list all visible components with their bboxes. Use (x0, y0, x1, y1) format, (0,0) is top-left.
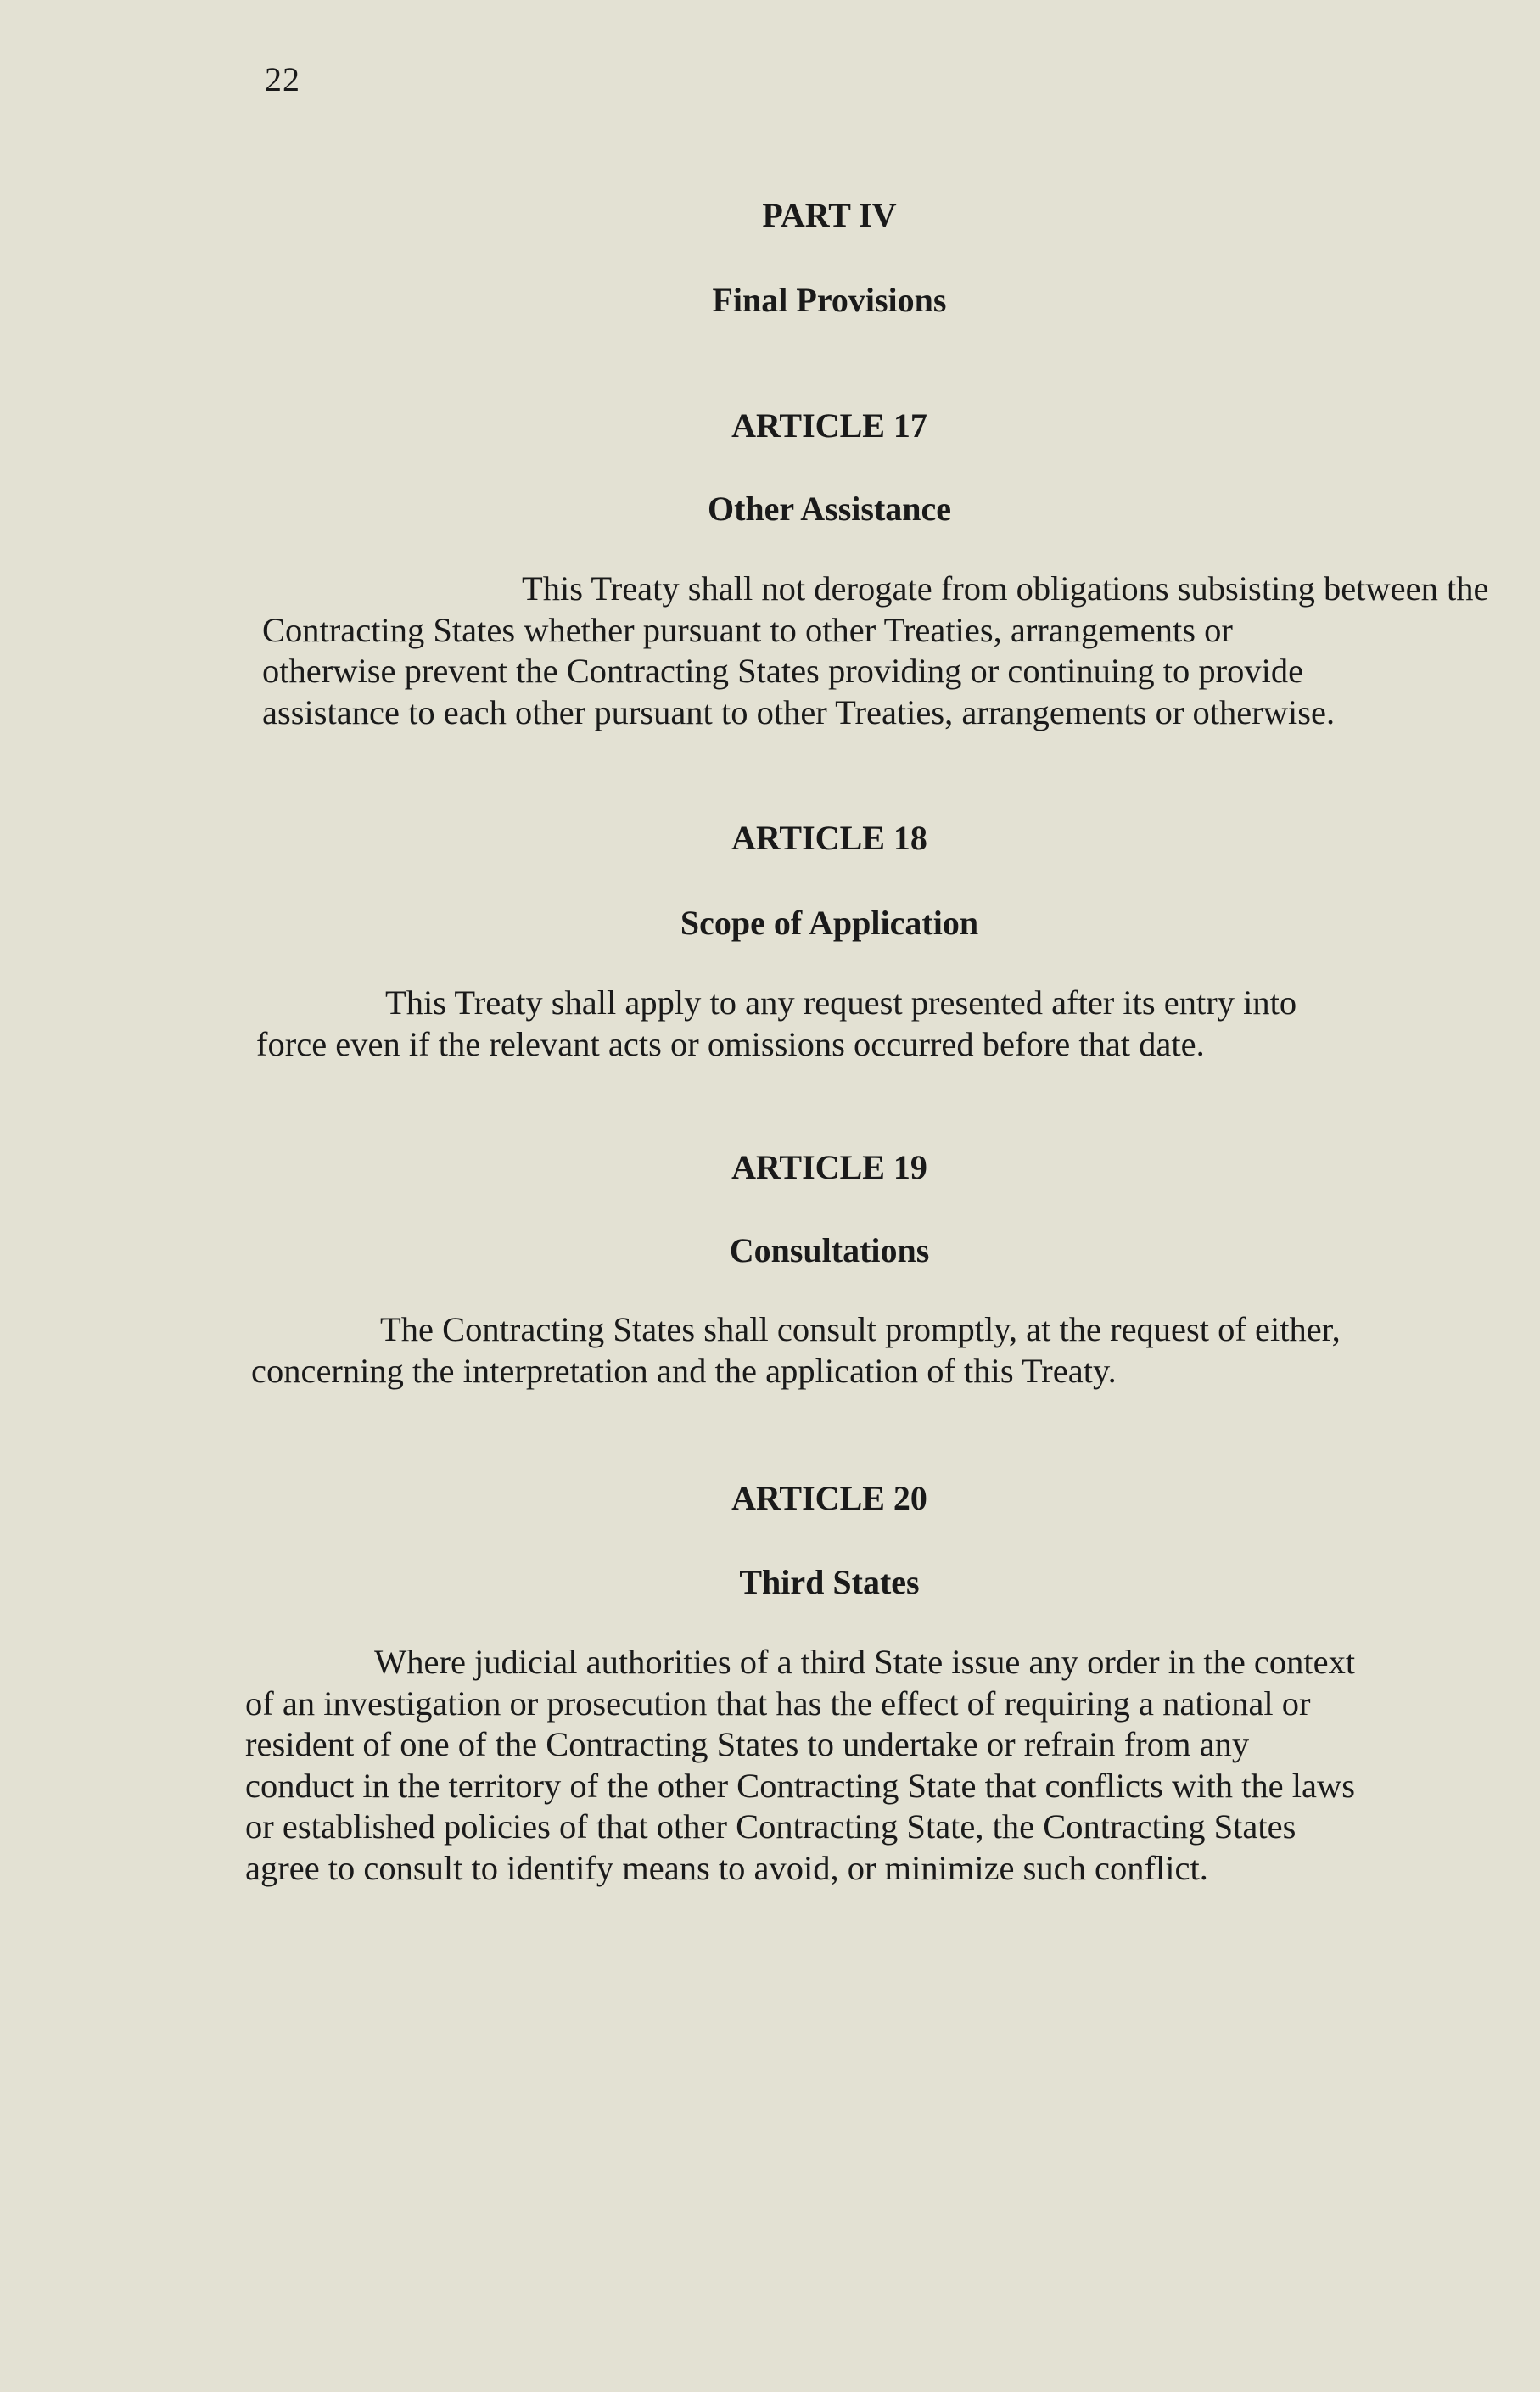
article-18-line: This Treaty shall apply to any request presented after its entry into (385, 983, 1297, 1022)
article-20-line: agree to consult to identify means to avoid, or minimize such conflict. (245, 1848, 1208, 1887)
article-19-title: Consultations (729, 1231, 930, 1269)
article-20-body (245, 1642, 1416, 1889)
article-20-heading: ARTICLE 20 (731, 1479, 927, 1517)
article-17-line: Contracting States whether pursuant to other Treaties, arrangements or (262, 610, 1233, 649)
article-20-line: of an investigation or prosecution that has the effect of requiring a national or (245, 1683, 1311, 1723)
article-17-heading: ARTICLE 17 (731, 406, 927, 445)
article-20-line: conduct in the territory of the other Contracting State that conflicts with the laws (245, 1766, 1356, 1805)
article-17-line: otherwise prevent the Contracting States providing or continuing to provide (262, 652, 1304, 690)
article-17-title: Other Assistance (707, 490, 952, 528)
article-19-body (251, 1309, 1397, 1392)
article-18-line: force even if the relevant acts or omissions occurred before that date. (256, 1024, 1205, 1063)
article-17-body (262, 569, 1489, 733)
article-17-line: assistance to each other pursuant to other Treaties, arrangements or otherwise. (262, 692, 1336, 731)
article-20-title: Third States (739, 1563, 920, 1601)
article-17-line: This Treaty shall not derogate from obligations subsisting between the (522, 569, 1489, 608)
article-20-line: or established policies of that other Contracting State, the Contracting States (245, 1807, 1296, 1846)
part-title: PART IV (762, 196, 897, 234)
article-18-title: Scope of Application (680, 904, 979, 942)
article-18-heading: ARTICLE 18 (731, 819, 927, 857)
article-20-line: resident of one of the Contracting States to undertake or refrain from any (245, 1725, 1250, 1763)
article-19-line: The Contracting States shall consult promptly, at the request of either, (380, 1310, 1341, 1348)
part-subtitle: Final Provisions (712, 281, 947, 319)
page-number: 22 (265, 60, 300, 98)
article-20-line: Where judicial authorities of a third State issue any order in the context (374, 1643, 1356, 1681)
article-19-heading: ARTICLE 19 (731, 1148, 927, 1186)
article-18-body (256, 983, 1402, 1065)
article-19-line: concerning the interpretation and the application of this Treaty. (251, 1351, 1117, 1390)
